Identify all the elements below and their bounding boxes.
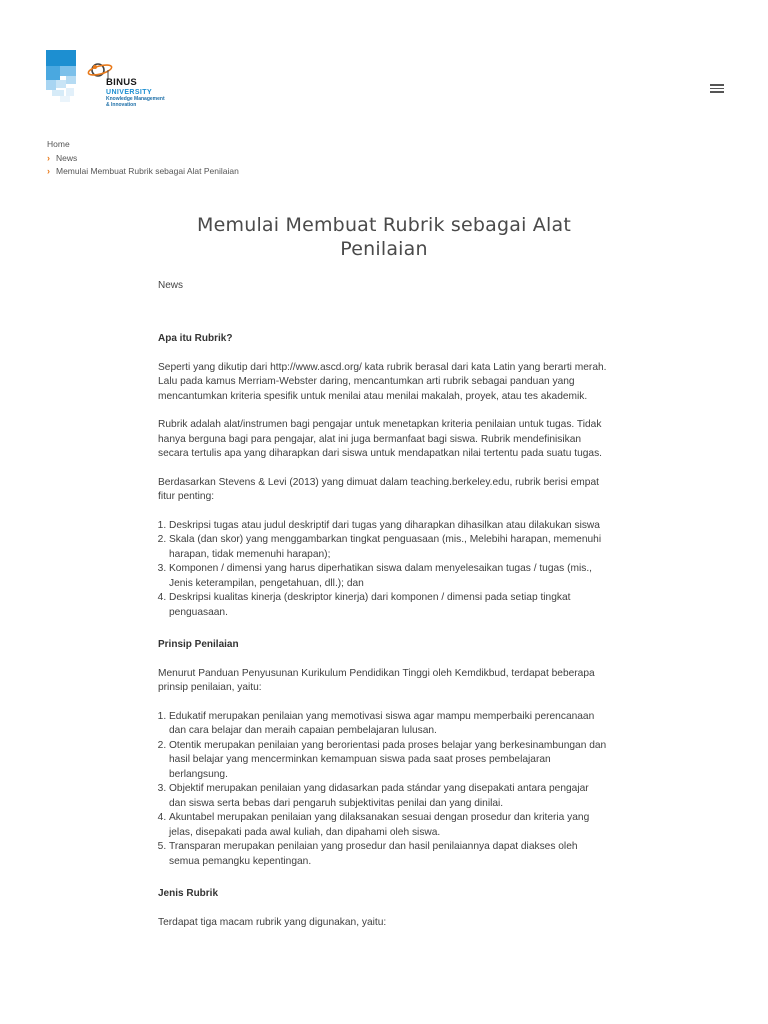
paragraph-2: Rubrik adalah alat/instrumen bagi pengajar untuk menetapkan kriteria penilaian untuk tugas. Tidak hanya berguna bagi para pengajar, alat ini juga bermanfaat bagi siswa. Rubrik mendefinisikan secara tertulis apa yang diharapkan dari siswa untuk mendapatkan nilai tertentu pada suatu tugas.	[158, 419, 603, 459]
section-heading-prinsip-penilaian: Prinsip Penilaian	[158, 639, 239, 650]
paragraph-5: Terdapat tiga macam rubrik yang digunakan, yaitu:	[158, 916, 387, 928]
chevron-right-icon: ›	[47, 166, 50, 176]
chevron-right-icon: ›	[47, 152, 50, 163]
section-heading-jenis-rubrik: Jenis Rubrik	[158, 888, 219, 899]
logo-text	[106, 78, 165, 108]
hamburger-menu-icon[interactable]	[710, 84, 724, 93]
breadcrumb	[47, 138, 239, 179]
list-item: 1. Deskripsi tugas atau judul deskriptif dari tugas yang diharapkan dihasilkan atau dilakukan siswa	[169, 519, 608, 534]
breadcrumb-link-home[interactable]: Home	[47, 139, 70, 149]
article-category[interactable]: News	[158, 280, 184, 291]
article-body	[158, 332, 608, 930]
breadcrumb-item-home[interactable]	[47, 138, 239, 152]
logo-tagline-line1: Knowledge Management	[106, 95, 165, 102]
logo-binus-text: BINUS	[106, 77, 138, 88]
logo-university-text: UNIVERSITY	[106, 88, 153, 96]
breadcrumb-link-news[interactable]: News	[56, 152, 78, 163]
paragraph-3: Berdasarkan Stevens & Levi (2013) yang dimuat dalam teaching.berkeley.edu, rubrik berisi empat fitur penting:	[158, 476, 599, 502]
paragraph-1: Seperti yang dikutip dari http://www.ascd.org/ kata rubrik berasal dari kata Latin yang berarti merah. Lalu pada kamus Merriam-Webster daring, mencantumkan arti rubrik sebagai panduan yang mencantumkan kriteria spesifik untuk menilai atau menilai makalah, proyek, atau tes akademik.	[158, 361, 607, 402]
site-header	[0, 0, 768, 130]
list-item: 3. Komponen / dimensi yang harus diperhatikan siswa dalam menyelesaikan tugas / tugas (mis., Jenis keterampilan, pengetahuan, dll.); dan	[169, 562, 608, 591]
list-item: 4. Deskripsi kualitas kinerja (deskriptor kinerja) dari komponen / dimensi pada setiap tingkat penguasaan.	[169, 591, 608, 620]
list-fitur-rubrik	[158, 519, 608, 621]
section-heading-apa-itu-rubrik: Apa itu Rubrik?	[158, 333, 233, 344]
list-item: 4. Akuntabel merupakan penilaian yang dilaksanakan sesuai dengan prosedur dan kriteria yang jelas, disepakati pada awal kuliah, dan dipahami oleh siswa.	[169, 811, 608, 840]
binus-logo[interactable]	[46, 50, 196, 112]
list-item: 2. Skala (dan skor) yang menggambarkan tingkat penguasaan (mis., Melebihi harapan, memenuhi harapan, tidak memenuhi harapan);	[169, 533, 608, 562]
list-item: 1. Edukatif merupakan penilaian yang memotivasi siswa agar mampu memperbaiki perencanaan dan cara belajar dan meraih capaian pembelajaran lulusan.	[169, 710, 608, 739]
article-title: Memulai Membuat Rubrik sebagai Alat Penilaian	[197, 214, 571, 260]
breadcrumb-current-label: Memulai Membuat Rubrik sebagai Alat Penilaian	[56, 166, 239, 176]
paragraph-4: Menurut Panduan Penyusunan Kurikulum Pendidikan Tinggi oleh Kemdikbud, terdapat beberapa prinsip penilaian, yaitu:	[158, 667, 595, 693]
list-item: 5. Transparan merupakan penilaian yang prosedur dan hasil penilaiannya dapat diakses oleh semua pemangku kepentingan.	[169, 840, 608, 869]
breadcrumb-item-current	[47, 165, 239, 179]
list-item: 2. Otentik merupakan penilaian yang berorientasi pada proses belajar yang berkesinambungan dan hasil belajar yang mencerminkan kemampuan siswa pada saat proses pembelajaran berlangsung.	[169, 739, 608, 783]
list-item: 3. Objektif merupakan penilaian yang didasarkan pada stándar yang disepakati antara pengajar dan siswa serta bebas dari pengaruh subjektivitas penilai dan yang dinilai.	[169, 782, 608, 811]
logo-tagline-line2: & Innovation	[106, 101, 137, 108]
list-prinsip-penilaian	[158, 710, 608, 870]
breadcrumb-item-news[interactable]	[47, 152, 239, 166]
